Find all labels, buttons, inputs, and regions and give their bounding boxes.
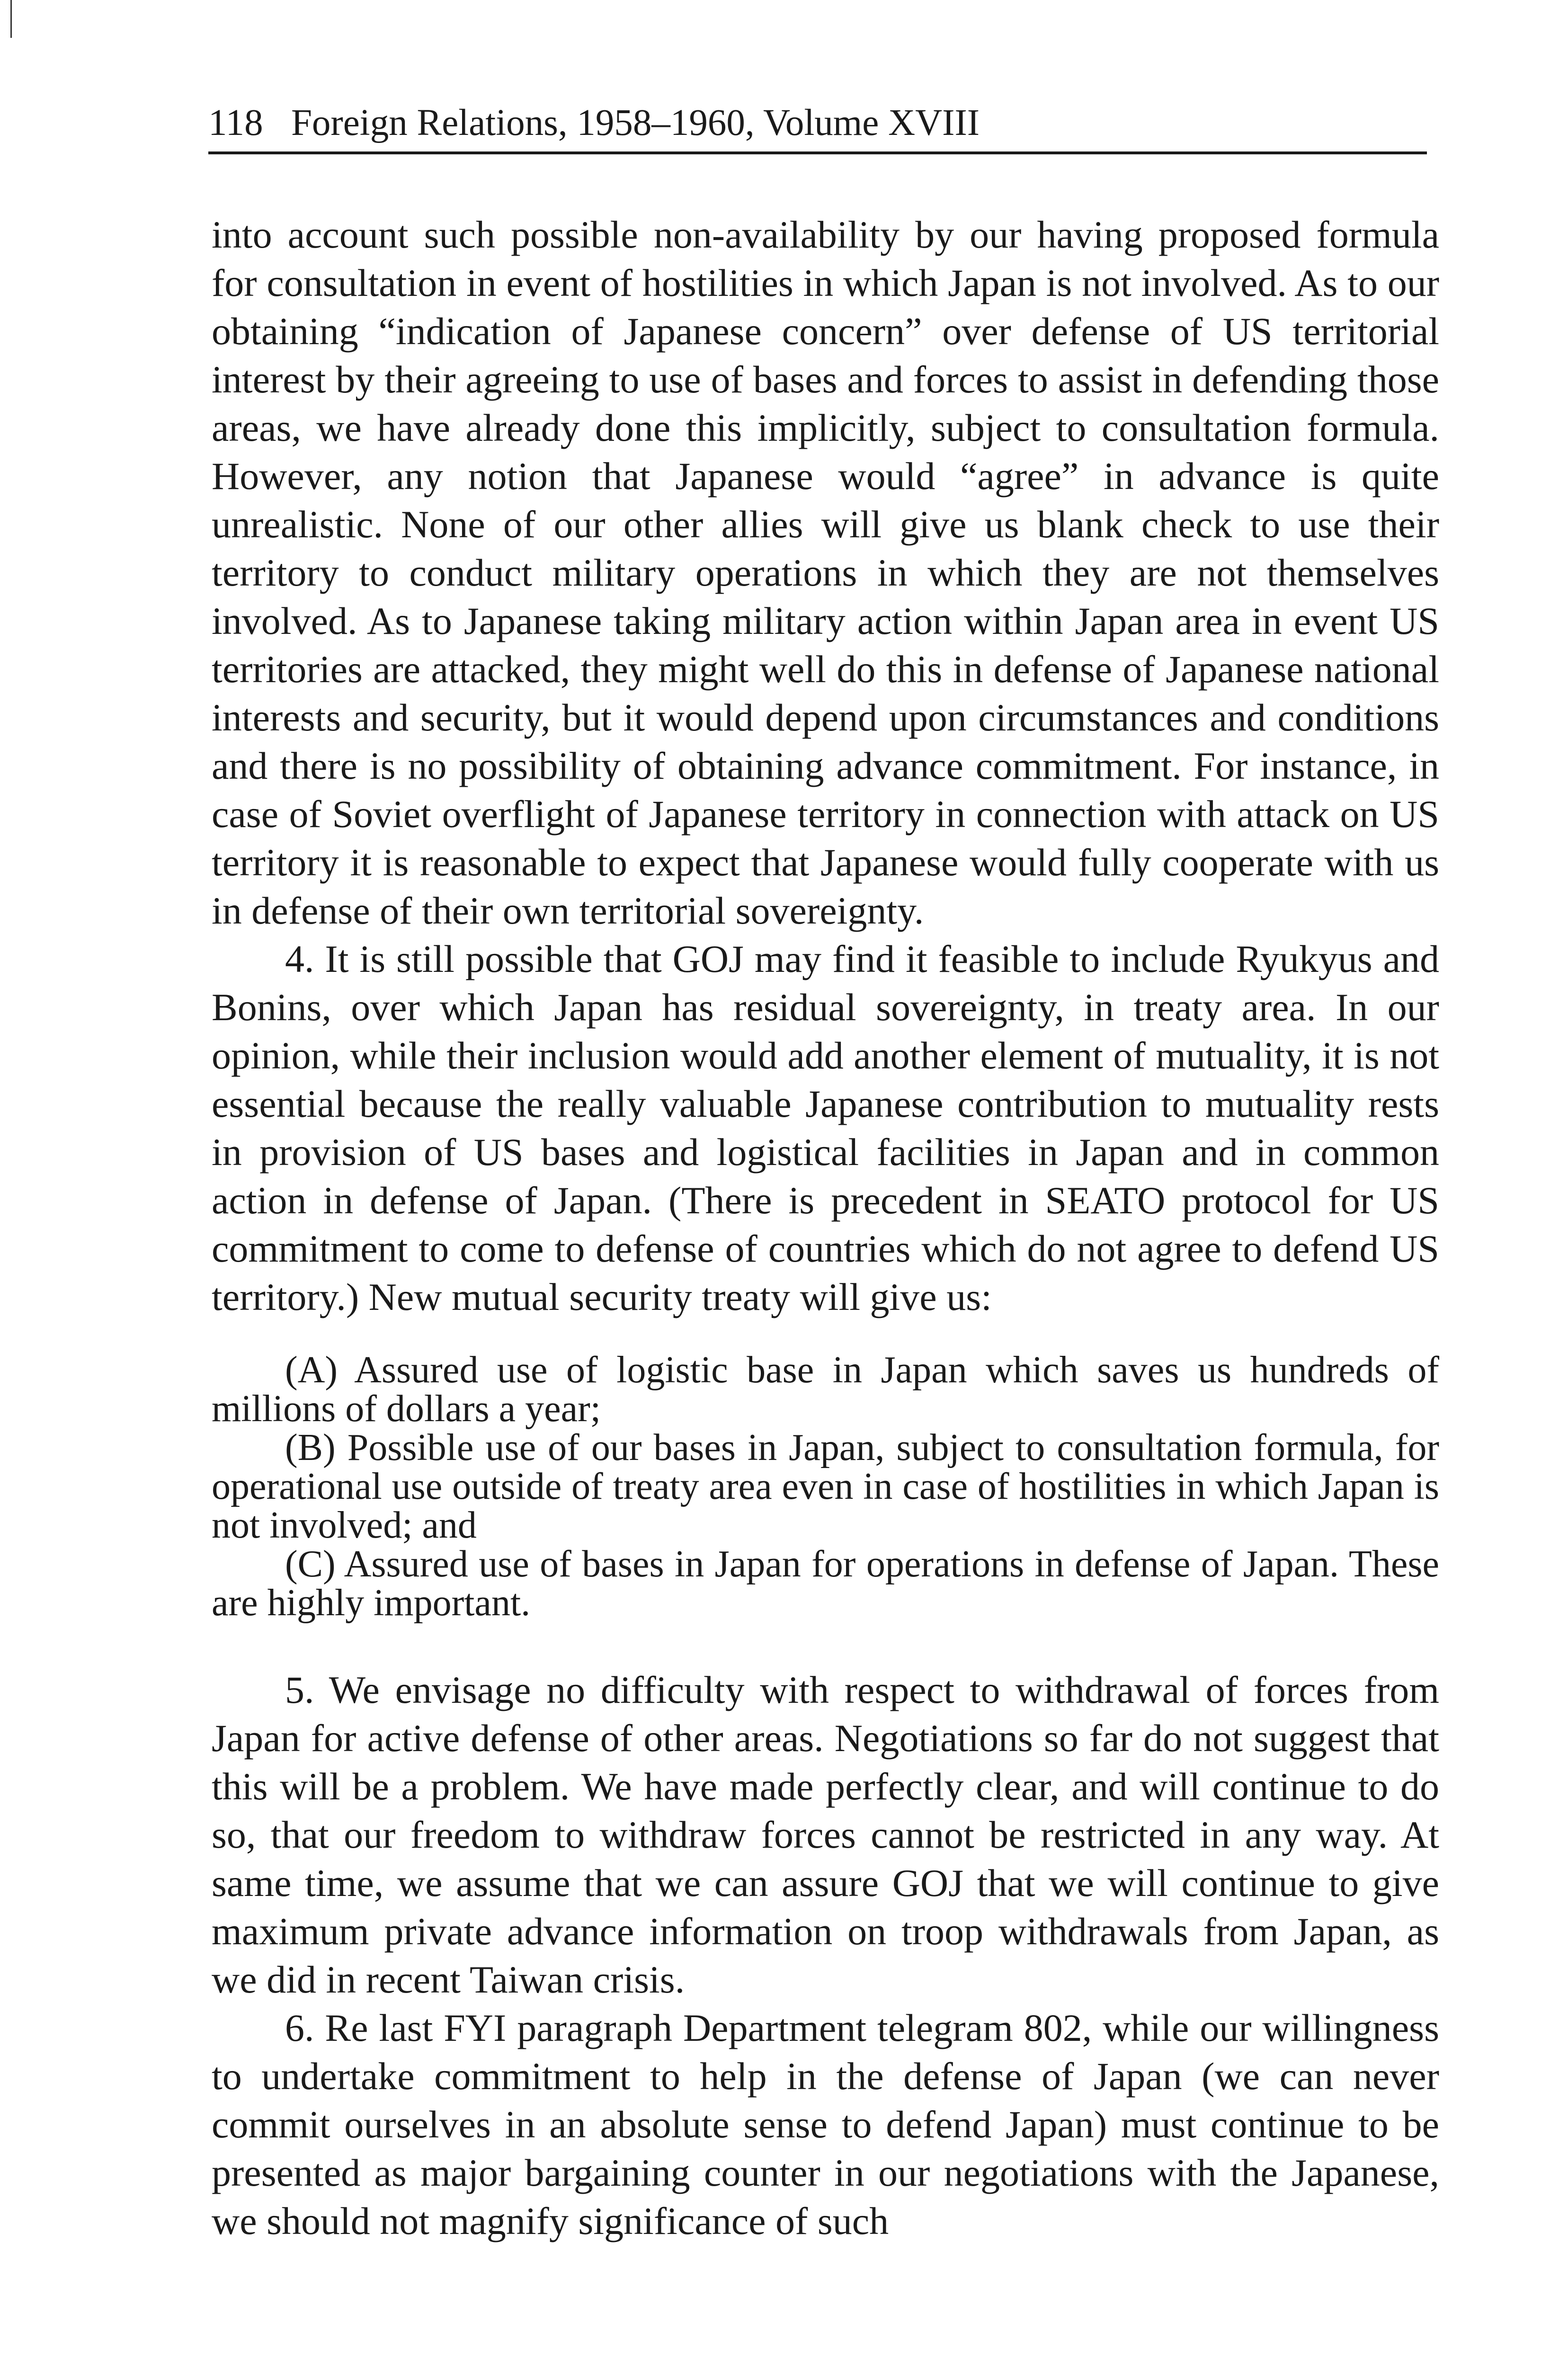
continued-paragraph: into account such possible non-availability by our having proposed formula for consultation in event of hostilities in which Japan is not involved. As to our obtaining “indication of Japanese concern” over defense of US territorial interest by their agreeing to use of bases and forces to assist in defending those areas, we have already done this implicitly, subject to consultation formula. However, any notion that Japanese would “agree” in advance is quite unrealistic. None of our other allies will give us blank check to use their territory to conduct military operations in which they are not themselves involved. As to Japanese taking military action within Japan area in event US territories are attacked, they might well do this in defense of Japanese national interests and security, but it would depend upon circumstances and conditions and there is no possibility of obtaining advance commitment. For instance, in case of Soviet overflight of Japanese territory in connection with attack on US territory it is reasonable to expect that Japanese would fully cooperate with us in defense of their own territorial sovereignty. bbox=[212, 213, 1439, 932]
paragraph-5: 5. We envisage no difficulty with respect to withdrawal of forces from Japan for active defense of other areas. Negotiations so far do not suggest that this will be a problem. We have made perfectly clear, and will continue to do so, that our freedom to withdraw forces cannot be restricted in any way. At same time, we assume that we can assure GOJ that we will continue to give maximum private advance information on troop withdrawals from Japan, as we did in recent Taiwan crisis. bbox=[212, 1668, 1439, 2001]
body-text bbox=[212, 211, 1439, 2245]
paragraph-4: 4. It is still possible that GOJ may find it feasible to include Ryukyus and Bonins, over which Japan has residual sovereignty, in treaty area. In our opinion, while their inclusion would add another element of mutuality, it is not essential because the really valuable Japanese contribution to mutuality rests in provision of US bases and logistical facilities in Japan and in common action in defense of Japan. (There is precedent in SEATO protocol for US commitment to come to defense of countries which do not agree to defend US territory.) New mutual security treaty will give us: bbox=[212, 937, 1439, 1318]
list-item-b: (B) Possible use of our bases in Japan, subject to consultation formula, for operational use outside of treaty area even in case of hostilities in which Japan is not involved; and bbox=[212, 1427, 1439, 1546]
list-item-c: (C) Assured use of bases in Japan for operations in defense of Japan. These are highly important. bbox=[212, 1543, 1439, 1624]
volume-title: Foreign Relations, 1958–1960, Volume XVIII bbox=[291, 102, 980, 143]
paragraph-6: 6. Re last FYI paragraph Department telegram 802, while our willingness to undertake commitment to help in the defense of Japan (we can never commit ourselves in an absolute sense to defend Japan) must continue to be presented as major bargaining counter in our negotiations with the Japanese, we should not magnify significance of such bbox=[212, 2006, 1439, 2242]
running-head bbox=[208, 97, 1425, 156]
benefits-list bbox=[212, 1351, 1439, 1622]
scan-edge-mark bbox=[10, 0, 12, 38]
header-rule bbox=[208, 151, 1427, 154]
page-number: 118 bbox=[208, 102, 263, 143]
list-item-a: (A) Assured use of logistic base in Japan which saves us hundreds of millions of dollars a year; bbox=[212, 1349, 1439, 1430]
